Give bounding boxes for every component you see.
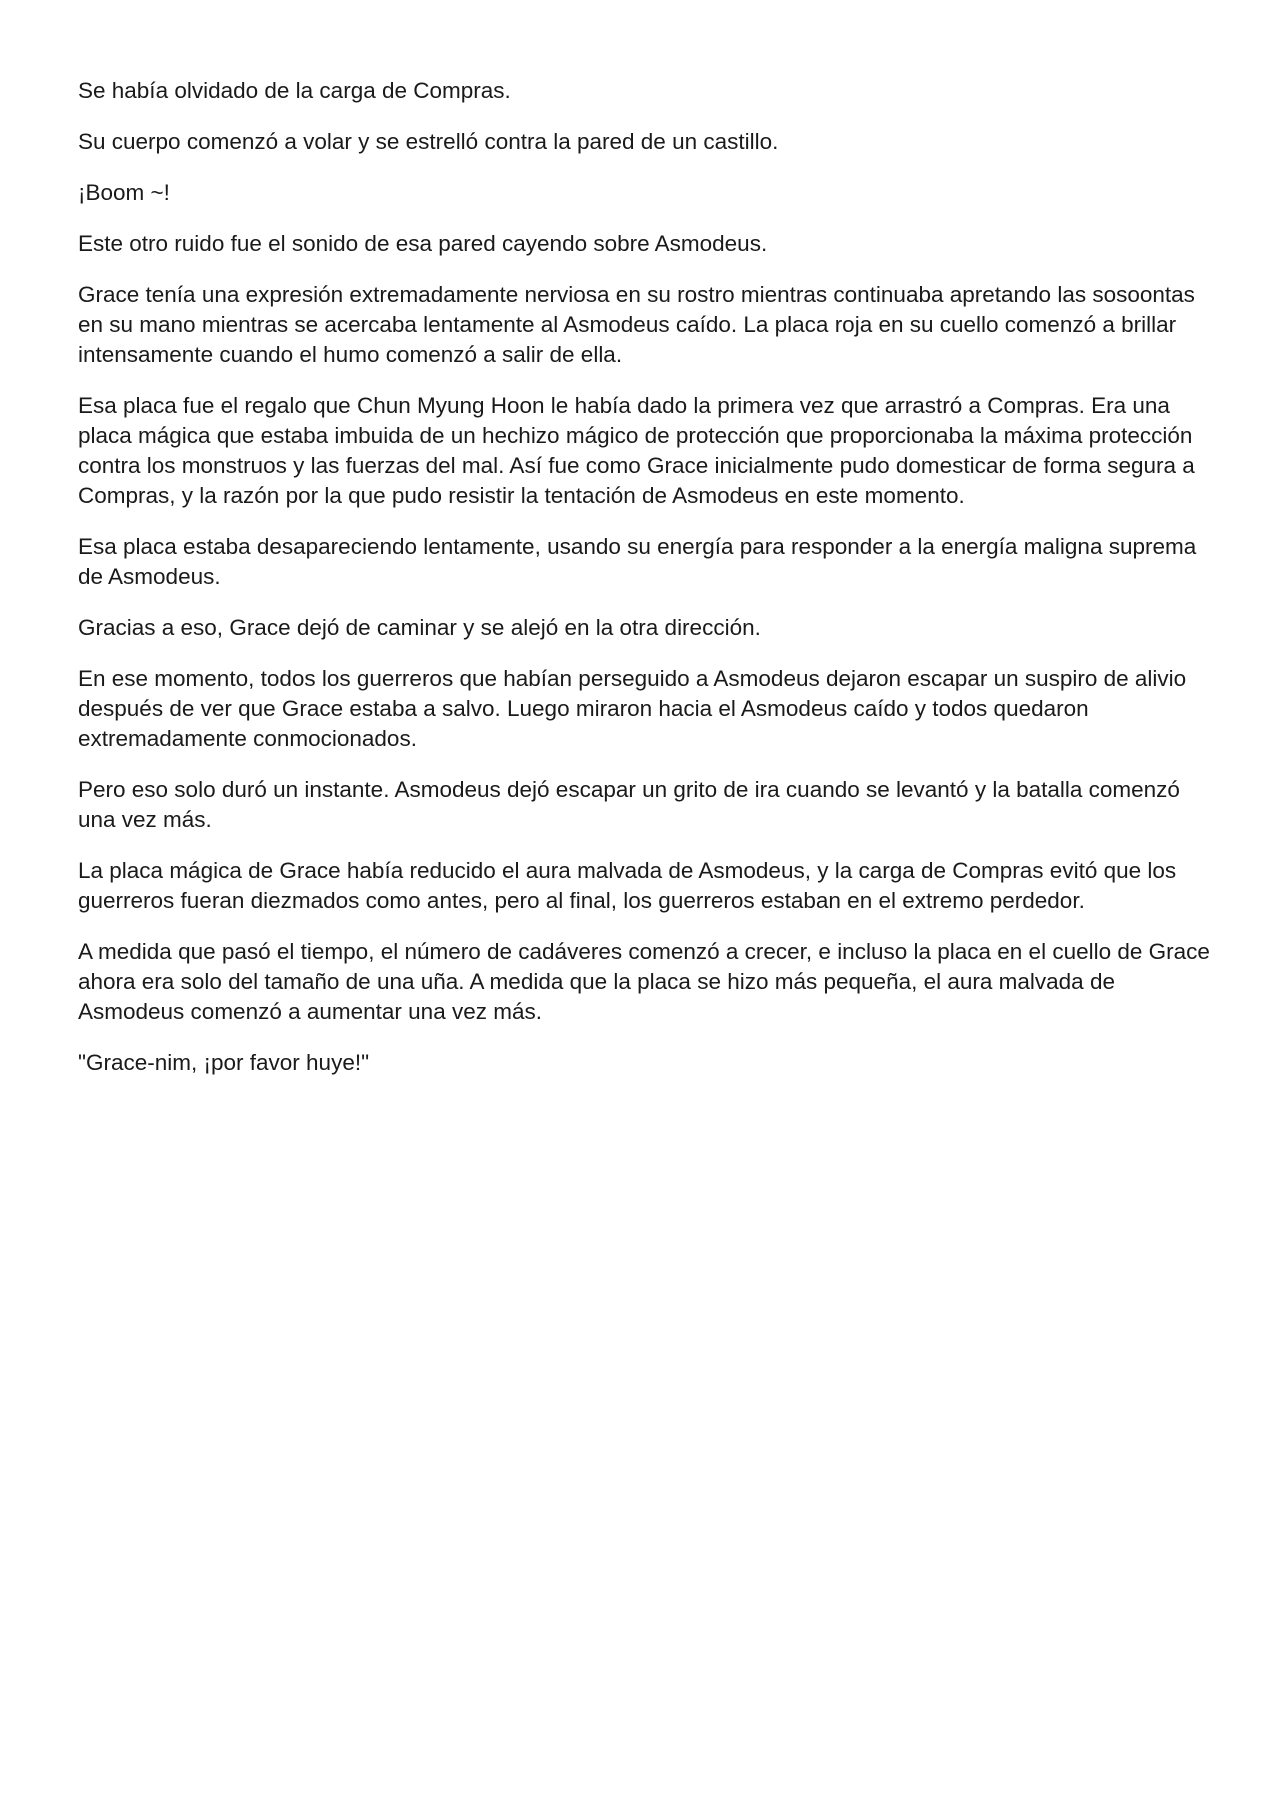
paragraph: Este otro ruido fue el sonido de esa pared cayendo sobre Asmodeus. [78, 231, 768, 256]
paragraph: Gracias a eso, Grace dejó de caminar y se alejó en la otra dirección. [78, 615, 761, 640]
paragraph: A medida que pasó el tiempo, el número de cadáveres comenzó a crecer, e incluso la placa en el cuello de Grace ahora era solo del tamaño de una uña. A medida que la placa se hizo más pequeña, el aura malvada de Asmodeus comenzó a aumentar una vez más. [78, 939, 1210, 1024]
paragraph: Esa placa fue el regalo que Chun Myung Hoon le había dado la primera vez que arrastró a Compras. Era una placa mágica que estaba imbuida de un hechizo mágico de protección que proporcionaba la máxima protección contra los monstruos y las fuerzas del mal. Así fue como Grace inicialmente pudo domesticar de forma segura a Compras, y la razón por la que pudo resistir la tentación de Asmodeus en este momento. [78, 393, 1195, 508]
paragraph: "Grace-nim, ¡por favor huye!" [78, 1050, 370, 1075]
paragraph: La placa mágica de Grace había reducido el aura malvada de Asmodeus, y la carga de Compras evitó que los guerreros fueran diezmados como antes, pero al final, los guerreros estaban en el extremo perdedor. [78, 858, 1177, 913]
paragraph: Esa placa estaba desapareciendo lentamente, usando su energía para responder a la energía maligna suprema de Asmodeus. [78, 534, 1197, 589]
document-body [78, 76, 1218, 1099]
paragraph: En ese momento, todos los guerreros que habían perseguido a Asmodeus dejaron escapar un suspiro de alivio después de ver que Grace estaba a salvo. Luego miraron hacia el Asmodeus caído y todos quedaron extremadamente conmocionados. [78, 666, 1187, 751]
paragraph: Se había olvidado de la carga de Compras. [78, 78, 511, 103]
paragraph: ¡Boom ~! [78, 180, 170, 205]
paragraph: Su cuerpo comenzó a volar y se estrelló contra la pared de un castillo. [78, 129, 779, 154]
paragraph: Grace tenía una expresión extremadamente nerviosa en su rostro mientras continuaba apretando las sosoontas en su mano mientras se acercaba lentamente al Asmodeus caído. La placa roja en su cuello comenzó a brillar intensamente cuando el humo comenzó a salir de ella. [78, 282, 1195, 367]
paragraph: Pero eso solo duró un instante. Asmodeus dejó escapar un grito de ira cuando se levantó y la batalla comenzó una vez más. [78, 777, 1180, 832]
